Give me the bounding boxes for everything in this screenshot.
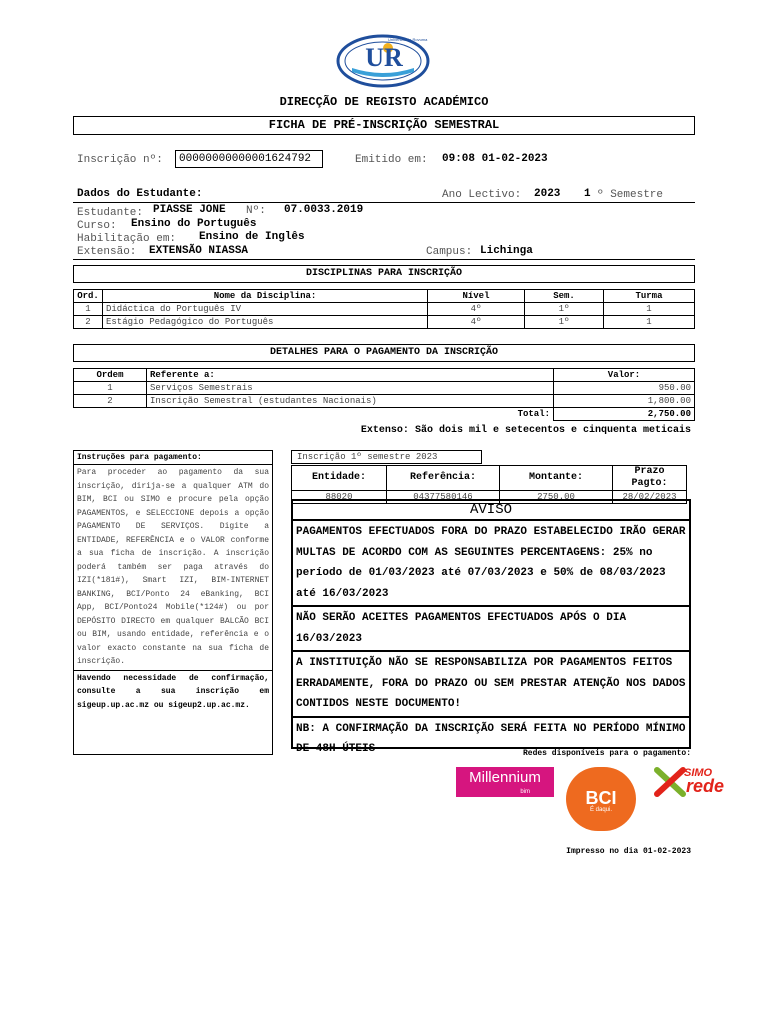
form-title: FICHA DE PRÉ-INSCRIÇÃO SEMESTRAL xyxy=(268,118,500,132)
amount-words-label: Extenso: xyxy=(360,425,409,436)
student-id: 07.0033.2019 xyxy=(284,204,364,216)
student-id-label: Nº: xyxy=(246,205,266,217)
issued-label: Emitido em: xyxy=(355,154,428,166)
table-row xyxy=(74,303,695,316)
millennium-bim-logo xyxy=(456,767,554,797)
extension-value: EXTENSÃO NIASSA xyxy=(149,245,249,257)
qualification-value: Ensino de Inglês xyxy=(199,231,305,243)
logo-ring-text: Universidade Rovuma xyxy=(388,37,428,42)
bci-logo xyxy=(566,767,636,831)
issued-value: 09:08 01-02-2023 xyxy=(442,153,548,165)
reference-value: 04377580146 xyxy=(387,491,500,504)
col-level: Nível xyxy=(428,290,525,303)
course-value: Ensino do Português xyxy=(131,218,257,230)
table-header-row xyxy=(292,466,687,491)
table-row xyxy=(74,316,695,329)
cell: 950.00 xyxy=(554,382,695,395)
cell: Estágio Pedagógico do Português xyxy=(103,316,428,329)
instructions-box xyxy=(73,450,273,755)
university-logo xyxy=(336,34,430,88)
disciplines-table xyxy=(73,289,695,329)
cell: 2 xyxy=(74,395,147,408)
semester-label: º Semestre xyxy=(597,189,664,201)
divider-line xyxy=(73,259,695,260)
cell: Didáctica do Português IV xyxy=(103,303,428,316)
col-sem: Sem. xyxy=(525,290,604,303)
bci-text: BCI xyxy=(585,788,617,808)
cell: 1,800.00 xyxy=(554,395,695,408)
cell: 1º xyxy=(525,303,604,316)
reference-caption: Inscrição 1º semestre 2023 xyxy=(291,450,482,464)
payment-table xyxy=(73,368,695,421)
table-header-row xyxy=(74,290,695,303)
cell: 1º xyxy=(525,316,604,329)
print-date: Impresso no dia 01-02-2023 xyxy=(566,847,691,856)
amount-value: 2750.00 xyxy=(500,491,613,504)
extension-label: Extensão: xyxy=(77,246,137,258)
notice-item: NB: A CONFIRMAÇÃO DA INSCRIÇÃO SERÁ FEITA NO PERÍODO MÍNIMO DE 48H ÚTEIS xyxy=(296,722,686,755)
rede-text: rede xyxy=(686,776,725,796)
registration-number-label: Inscrição nº: xyxy=(77,154,163,166)
amount-words: São dois mil e setecentos e cinquenta meticais xyxy=(414,425,691,436)
semester-number: 1 xyxy=(584,188,591,200)
instructions-title: Instruções para pagamento: xyxy=(74,451,272,465)
campus-label: Campus: xyxy=(426,246,473,258)
notice-item: NÃO SERÃO ACEITES PAGAMENTOS EFECTUADOS APÓS O DIA 16/03/2023 xyxy=(293,607,689,652)
cell: Inscrição Semestral (estudantes Nacionais) xyxy=(147,395,554,408)
student-name: PIASSE JONE xyxy=(153,204,226,216)
col-deadline: Prazo Pagto: xyxy=(613,466,687,491)
table-row xyxy=(74,395,695,408)
academic-year: 2023 xyxy=(534,188,561,200)
cell: 1 xyxy=(74,382,147,395)
col-entity: Entidade: xyxy=(292,466,387,491)
qualification-label: Habilitação em: xyxy=(77,233,177,245)
cell: 4º xyxy=(428,316,525,329)
millennium-sub: bim xyxy=(520,789,530,795)
instructions-body: Para proceder ao pagamento da sua inscrição, dirija-se a qualquer ATM do BIM, BCI ou SIMO e procure pela opção PAGAMENTOS, e SELECCIONE depois a opção PAGAMENTO DE SERVIÇOS. Digite a ENTIDADE, REFERÊNCIA e o VALOR conforme a sua ficha de inscrição. A inscrição poderá também ser paga através do IZI(*181#), Smart IZI, BIM-INTERNET BANKING, BCI/Ponto 24 eBanking, BCI App, BCI/Ponto24 Mobile(*124#) ou por DEPÓSITO DIRECTO em qualquer BALCÃO BCI ou BIM, usando entidade, referência e o valor exacto constante na sua ficha de inscrição. xyxy=(74,465,272,671)
table-header-row xyxy=(74,369,695,382)
course-label: Curso: xyxy=(77,220,117,232)
registration-number: 00000000000001624792 xyxy=(179,153,312,165)
amount-in-words xyxy=(361,425,691,436)
form-title-box xyxy=(73,116,695,135)
millennium-text: Millennium xyxy=(469,769,541,786)
cell: 4º xyxy=(428,303,525,316)
student-name-label: Estudante: xyxy=(77,207,144,219)
notice-title: AVISO xyxy=(293,501,689,521)
cell: 2 xyxy=(74,316,103,329)
registration-number-box xyxy=(175,150,323,168)
deadline-value: 28/02/2023 xyxy=(613,491,687,504)
col-ref: Referência: xyxy=(387,466,500,491)
table-row xyxy=(74,382,695,395)
cell: 1 xyxy=(604,316,695,329)
col-amount: Montante: xyxy=(500,466,613,491)
col-ord: Ord. xyxy=(74,290,103,303)
notice-item: A INSTITUIÇÃO NÃO SE RESPONSABILIZA POR PAGAMENTOS FEITOS ERRADAMENTE, FORA DO PRAZO OU SEM PRESTAR ATENÇÃO NOS DADOS CONTIDOS NESTE DOCUMENTO! xyxy=(293,652,689,718)
payment-title: DETALHES PARA O PAGAMENTO DA INSCRIÇÃO xyxy=(269,347,499,358)
cell: Serviços Semestrais xyxy=(147,382,554,395)
networks-label: Redes disponíveis para o pagamento: xyxy=(522,749,691,758)
campus-value: Lichinga xyxy=(480,245,533,257)
total-label: Total: xyxy=(517,409,550,420)
col-name: Nome da Disciplina: xyxy=(103,290,428,303)
col-class: Turma xyxy=(604,290,695,303)
cell: 1 xyxy=(604,303,695,316)
disciplines-title: DISCIPLINAS PARA INSCRIÇÃO xyxy=(305,268,463,279)
col-order: Ordem xyxy=(74,369,147,382)
total-row xyxy=(74,408,695,421)
simo-text: SIMO xyxy=(684,767,713,779)
divider-line xyxy=(73,202,695,203)
notice-item: PAGAMENTOS EFECTUADOS FORA DO PRAZO ESTABELECIDO IRÃO GERAR MULTAS DE ACORDO COM AS SEGUINTES PERCENTAGENS: 25% no período de 01/03/2023 até 07/03/2023 e 50% de 08/03/2023 até 16/03/2023 xyxy=(293,521,689,607)
logo-letters: UR xyxy=(365,43,403,72)
academic-year-label: Ano Lectivo: xyxy=(442,189,522,201)
student-section-label: Dados do Estudante: xyxy=(77,188,203,200)
total-value: 2,750.00 xyxy=(554,408,695,421)
office-title: DIRECÇÃO DE REGISTO ACADÉMICO xyxy=(279,95,489,109)
confirmation-note: Havendo necessidade de confirmação, consulte a sua inscrição em sigeup.up.ac.mz ou sigeup2.up.ac.mz. xyxy=(77,673,269,710)
empty-cell xyxy=(74,408,147,421)
cell: 1 xyxy=(74,303,103,316)
payment-title-box xyxy=(73,344,695,362)
entity-value: 88020 xyxy=(292,491,387,504)
simo-rede-logo xyxy=(654,765,746,799)
bci-sub: É daqui. xyxy=(589,807,613,813)
disciplines-title-box xyxy=(73,265,695,283)
col-value: Valor: xyxy=(554,369,695,382)
col-reference: Referente a: xyxy=(147,369,554,382)
simo-x-icon xyxy=(654,767,686,797)
